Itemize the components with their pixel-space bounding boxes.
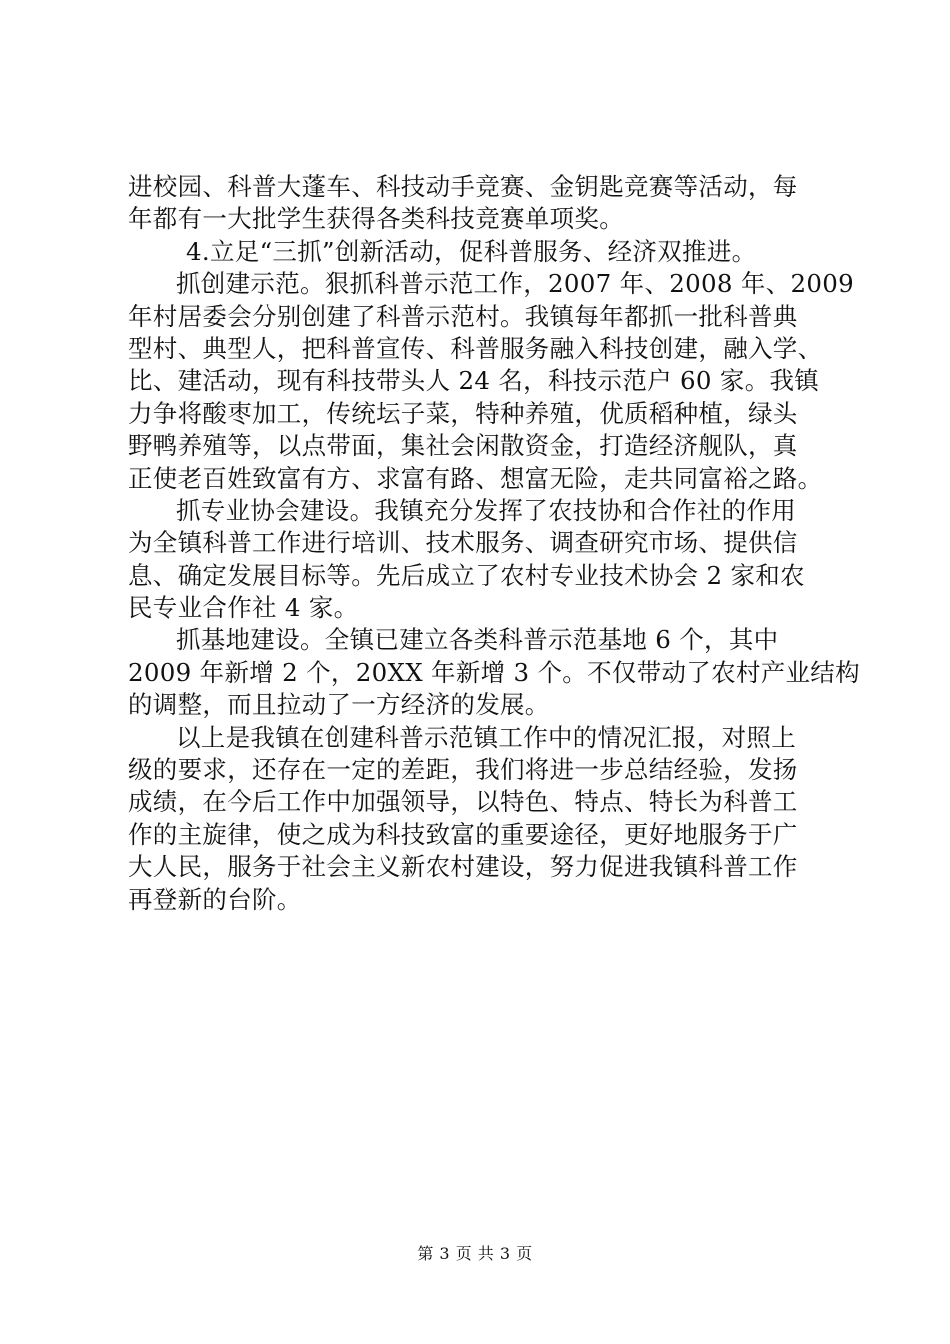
paragraph-start: 抓基地建设。全镇已建立各类科普示范基地 6 个，其中 — [176, 625, 779, 655]
text-line: 成绩，在今后工作中加强领导，以特色、特点、特长为科普工 — [128, 787, 798, 817]
text-line: 正使老百姓致富有方、求富有路、想富无险，走共同富裕之路。 — [128, 463, 823, 493]
text-line: 大人民，服务于社会主义新农村建设，努力促进我镇科普工作 — [128, 852, 798, 882]
text-line: 作的主旋律，使之成为科技致富的重要途径，更好地服务于广 — [128, 819, 798, 849]
paragraph-start: 抓专业协会建设。我镇充分发挥了农技协和合作社的作用 — [176, 495, 796, 525]
text-line: 比、建活动，现有科技带头人 24 名，科技示范户 60 家。我镇 — [128, 366, 820, 396]
text-line: 年都有一大批学生获得各类科技竞赛单项奖。 — [128, 204, 624, 234]
text-line: 2009 年新增 2 个，20XX 年新增 3 个。不仅带动了农村产业结构 — [128, 657, 860, 687]
text-line: 为全镇科普工作进行培训、技术服务、调查研究市场、提供信 — [128, 528, 798, 558]
text-line: 型村、典型人，把科普宣传、科普服务融入科技创建，融入学、 — [128, 333, 823, 363]
text-line: 进校园、科普大蓬车、科技动手竞赛、金钥匙竞赛等活动，每 — [128, 172, 798, 201]
section-heading: 4.立足“三抓”创新活动，促科普服务、经济双推进。 — [186, 236, 757, 266]
text-line: 再登新的台阶。 — [128, 884, 302, 914]
text-line: 民专业合作社 4 家。 — [128, 593, 359, 623]
paragraph-start: 抓创建示范。狠抓科普示范工作，2007 年、2008 年、2009 — [176, 269, 855, 299]
text-line: 年村居委会分别创建了科普示范村。我镇每年都抓一批科普典 — [128, 301, 798, 331]
text-line: 野鸭养殖等，以点带面，集社会闲散资金，打造经济舰队，真 — [128, 431, 798, 461]
paragraph-start: 以上是我镇在创建科普示范镇工作中的情况汇报，对照上 — [176, 722, 796, 752]
text-line: 级的要求，还存在一定的差距，我们将进一步总结经验，发扬 — [128, 755, 798, 785]
text-line: 的调整，而且拉动了一方经济的发展。 — [128, 690, 550, 720]
page-number: 第 3 页 共 3 页 — [417, 1244, 533, 1263]
text-line: 力争将酸枣加工，传统坛子菜，特种养殖，优质稻种植，绿头 — [128, 398, 798, 428]
document-body — [128, 171, 860, 916]
text-line: 息、确定发展目标等。先后成立了农村专业技术协会 2 家和农 — [128, 560, 805, 590]
page-footer — [0, 1244, 950, 1264]
